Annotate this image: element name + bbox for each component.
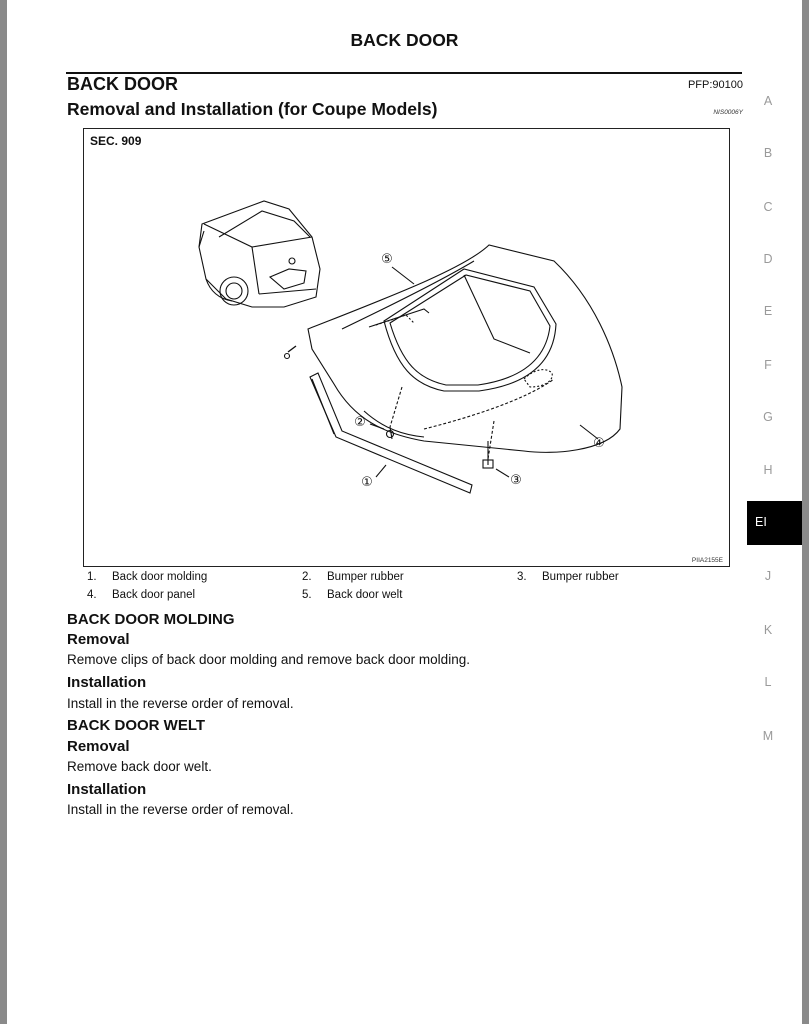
- side-index-j[interactable]: J: [764, 569, 772, 583]
- side-index-b[interactable]: B: [763, 146, 773, 160]
- side-index-e[interactable]: E: [763, 304, 773, 318]
- car-rear-view: [199, 201, 320, 307]
- side-index-ei-active[interactable]: EI: [747, 501, 802, 545]
- side-index-g[interactable]: G: [763, 410, 773, 424]
- callout-1: ①: [361, 475, 373, 490]
- welt-removal-heading: Removal: [67, 738, 130, 755]
- callout-2: ②: [354, 415, 366, 430]
- exploded-diagram: [83, 128, 730, 567]
- section-title: BACK DOOR: [67, 74, 178, 94]
- side-index-l[interactable]: L: [764, 675, 772, 689]
- back-door-illustration: [84, 129, 729, 566]
- molding-heading: BACK DOOR MOLDING: [67, 611, 235, 628]
- molding-removal-heading: Removal: [67, 631, 130, 648]
- page-header: BACK DOOR: [350, 30, 459, 50]
- section-subtitle: Removal and Installation (for Coupe Models): [67, 99, 438, 119]
- welt-removal-text: Remove back door welt.: [67, 759, 212, 774]
- molding-installation-text: Install in the reverse order of removal.: [67, 696, 294, 711]
- welt-installation-text: Install in the reverse order of removal.: [67, 802, 294, 817]
- side-index-m[interactable]: M: [762, 729, 774, 743]
- molding-removal-text: Remove clips of back door molding and remove back door molding.: [67, 652, 470, 667]
- figure-section-label: SEC. 909: [90, 134, 142, 148]
- callout-4: ④: [593, 436, 605, 451]
- legend-item-1: 1. Back door molding: [87, 571, 208, 583]
- callout-5: ⑤: [381, 252, 393, 267]
- side-index-k[interactable]: K: [763, 623, 773, 637]
- side-index-d[interactable]: D: [763, 252, 773, 266]
- legend-item-4: 4. Back door panel: [87, 589, 196, 601]
- welt-heading: BACK DOOR WELT: [67, 717, 206, 734]
- side-index-h[interactable]: H: [763, 463, 773, 477]
- molding-installation-heading: Installation: [67, 674, 147, 691]
- side-index-f[interactable]: F: [764, 358, 772, 372]
- manual-page: [7, 0, 802, 1024]
- reference-code: NIS0006Y: [713, 109, 743, 116]
- side-index-c[interactable]: C: [763, 200, 773, 214]
- pfp-code: PFP:90100: [687, 79, 743, 91]
- legend-item-5: 5. Back door welt: [302, 589, 403, 601]
- welt-installation-heading: Installation: [67, 781, 147, 798]
- side-index-a[interactable]: A: [763, 94, 773, 108]
- figure-code: PIIA2155E: [691, 557, 723, 564]
- legend-item-2: 2. Bumper rubber: [302, 571, 404, 583]
- legend-item-3: 3. Bumper rubber: [517, 571, 619, 583]
- callout-3: ③: [510, 473, 522, 488]
